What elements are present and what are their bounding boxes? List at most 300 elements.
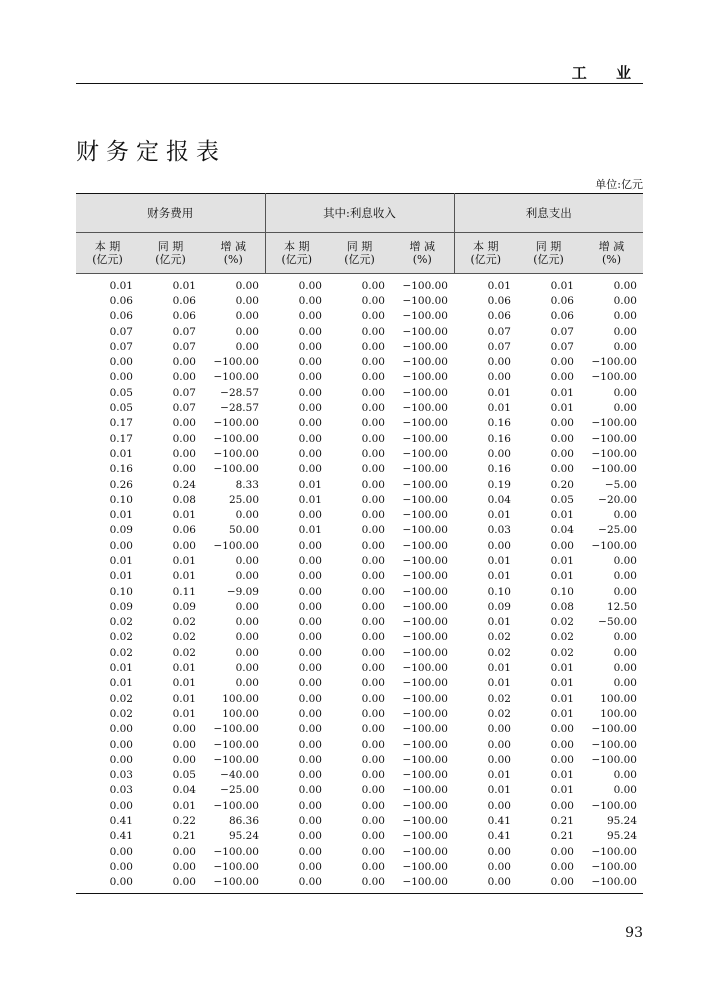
table-cell: −100.00 [402, 662, 448, 675]
table-cell: 0.05 [109, 402, 133, 415]
table-cell: −100.00 [402, 447, 448, 460]
table-cell: 0.01 [109, 447, 133, 460]
table-cell: 0.01 [487, 554, 511, 567]
table-cell: 0.00 [172, 432, 196, 445]
table-cell: −100.00 [402, 539, 448, 552]
subheader-unit: (%) [412, 253, 432, 266]
table-cell: 0.08 [172, 493, 196, 506]
subheader-current [454, 233, 517, 274]
table-cell: −100.00 [402, 463, 448, 476]
table-cell: 0.01 [487, 570, 511, 583]
table-cell: 0.17 [109, 417, 133, 430]
table-cell: 0.00 [550, 463, 574, 476]
table-cell: 0.05 [109, 386, 133, 399]
table-cell: 0.06 [109, 294, 133, 307]
table-cell: 0.00 [613, 662, 637, 675]
table-row [76, 706, 643, 721]
table-cell: 0.00 [361, 662, 385, 675]
table-cell: 95.24 [228, 830, 259, 843]
subheader-prior [139, 233, 202, 274]
table-cell: 0.07 [550, 340, 574, 353]
table-cell: 0.02 [550, 646, 574, 659]
table-cell: 0.00 [613, 340, 637, 353]
subheader-label: 本 期 [473, 240, 499, 253]
table-cell: 0.00 [172, 371, 196, 384]
table-cell: 0.01 [109, 677, 133, 690]
table-cell: 0.00 [76, 875, 139, 894]
table-cell: 0.03 [109, 769, 133, 782]
subheader-label: 同 期 [346, 240, 373, 253]
table-cell: 0.00 [172, 417, 196, 430]
subheader-unit: (亿元) [281, 253, 313, 266]
subheader-change [202, 233, 265, 274]
table-cell: 0.00 [298, 616, 322, 629]
table-cell: 0.02 [109, 707, 133, 720]
table-row [76, 798, 643, 813]
table-cell: 0.00 [235, 646, 259, 659]
table-row [76, 599, 643, 614]
table-cell: 0.02 [172, 616, 196, 629]
table-cell: 100.00 [600, 707, 637, 720]
table-cell: 0.01 [109, 279, 133, 292]
table-cell: 0.00 [298, 677, 322, 690]
table-cell: −100.00 [213, 417, 259, 430]
table-cell: 0.00 [172, 860, 196, 873]
table-cell: 0.02 [487, 707, 511, 720]
table-row [76, 584, 643, 599]
table-cell: 0.00 [235, 600, 259, 613]
table-cell: 0.00 [265, 875, 328, 894]
table-cell: 86.36 [228, 815, 259, 828]
subheader-label: 增 减 [598, 240, 625, 253]
table-row [76, 737, 643, 752]
table-cell: −100.00 [402, 478, 448, 491]
table-cell: −9.09 [226, 585, 259, 598]
table-row [76, 477, 643, 492]
table-cell: −100.00 [402, 707, 448, 720]
table-cell: 0.00 [298, 447, 322, 460]
table-cell: 0.01 [487, 677, 511, 690]
table-cell: 0.00 [550, 845, 574, 858]
subheader-unit: (%) [601, 253, 622, 266]
table-cell: 0.00 [613, 554, 637, 567]
table-cell: −100.00 [402, 860, 448, 873]
header-rule [76, 83, 643, 84]
table-cell: 0.01 [487, 769, 511, 782]
table-cell: −100.00 [402, 432, 448, 445]
table-cell: 0.00 [235, 570, 259, 583]
table-cell: −100.00 [402, 524, 448, 537]
table-cell: 0.00 [109, 371, 133, 384]
table-cell: 0.41 [109, 830, 133, 843]
page-number: 93 [625, 925, 643, 941]
table-cell: 0.02 [487, 692, 511, 705]
table-cell: −100.00 [402, 340, 448, 353]
table-cell: −100.00 [402, 570, 448, 583]
table-cell: −40.00 [220, 769, 259, 782]
table-cell: 0.10 [109, 585, 133, 598]
table-cell: −100.00 [391, 875, 454, 894]
table-cell: −100.00 [591, 753, 637, 766]
table-cell: −100.00 [202, 875, 265, 894]
table-cell: 0.00 [613, 677, 637, 690]
table-cell: 0.16 [487, 417, 511, 430]
table-cell: 0.00 [361, 631, 385, 644]
table-cell: 0.00 [361, 845, 385, 858]
table-cell: 0.00 [613, 585, 637, 598]
table-row [76, 691, 643, 706]
table-cell: 0.00 [361, 707, 385, 720]
table-cell: 0.00 [361, 600, 385, 613]
table-cell: −28.57 [220, 386, 259, 399]
table-cell: −100.00 [213, 432, 259, 445]
table-cell: 0.00 [172, 463, 196, 476]
table-cell: −100.00 [402, 677, 448, 690]
table-cell: 0.00 [172, 738, 196, 751]
table-cell: 0.41 [109, 815, 133, 828]
table-cell: 0.00 [361, 539, 385, 552]
table-cell: 95.24 [606, 830, 637, 843]
table-cell: 0.00 [298, 830, 322, 843]
table-cell: 0.00 [298, 600, 322, 613]
table-cell: 0.00 [613, 509, 637, 522]
table-cell: 0.00 [172, 539, 196, 552]
table-cell: 0.00 [235, 340, 259, 353]
table-cell: 0.00 [298, 310, 322, 323]
table-cell: 0.00 [361, 723, 385, 736]
table-cell: −100.00 [591, 417, 637, 430]
subheader-prior [517, 233, 580, 274]
table-cell: 0.09 [487, 600, 511, 613]
table-cell: −100.00 [580, 875, 643, 894]
table-cell: 0.00 [361, 784, 385, 797]
table-cell: 0.07 [172, 325, 196, 338]
table-cell: 0.01 [487, 616, 511, 629]
table-cell: 0.01 [487, 402, 511, 415]
table-cell: 0.26 [109, 478, 133, 491]
table-cell: 0.01 [172, 570, 196, 583]
table-cell: 0.02 [109, 616, 133, 629]
table-cell: 0.00 [298, 539, 322, 552]
table-cell: −100.00 [402, 325, 448, 338]
table-cell: −100.00 [402, 799, 448, 812]
table-cell: −5.00 [604, 478, 637, 491]
table-cell: 0.00 [235, 616, 259, 629]
table-cell: −100.00 [402, 753, 448, 766]
table-cell: 0.00 [361, 325, 385, 338]
table-cell: −100.00 [213, 860, 259, 873]
table-cell: −100.00 [402, 646, 448, 659]
table-cell: 0.00 [550, 860, 574, 873]
table-cell: 0.41 [487, 830, 511, 843]
table-cell: 0.00 [550, 738, 574, 751]
table-cell: 0.41 [487, 815, 511, 828]
table-cell: 0.02 [109, 692, 133, 705]
table-cell: 0.05 [550, 493, 574, 506]
table-row [76, 676, 643, 691]
table-row [76, 538, 643, 553]
table-cell: −100.00 [213, 371, 259, 384]
table-cell: −100.00 [213, 463, 259, 476]
table-cell: 0.00 [139, 875, 202, 894]
table-cell: 0.00 [487, 753, 511, 766]
table-row [76, 400, 643, 415]
table-cell: 0.00 [298, 432, 322, 445]
table-cell: 0.00 [361, 432, 385, 445]
subheader-prior [328, 233, 391, 274]
table-cell: 50.00 [228, 524, 259, 537]
table-cell: 100.00 [222, 707, 259, 720]
table-cell: 0.00 [613, 310, 637, 323]
table-cell: 0.00 [613, 646, 637, 659]
table-cell: 0.02 [109, 631, 133, 644]
table-cell: 0.20 [550, 478, 574, 491]
table-cell: 0.00 [487, 860, 511, 873]
table-cell: 0.00 [172, 356, 196, 369]
table-cell: −100.00 [402, 279, 448, 292]
table-cell: 0.00 [298, 463, 322, 476]
subheader-label: 本 期 [284, 240, 310, 253]
table-cell: 0.01 [172, 279, 196, 292]
table-cell: 0.00 [298, 815, 322, 828]
table-cell: 0.00 [298, 509, 322, 522]
table-cell: 0.00 [298, 646, 322, 659]
table-cell: 0.17 [109, 432, 133, 445]
table-row [76, 309, 643, 324]
table-cell: 0.01 [298, 524, 322, 537]
table-cell: −100.00 [213, 447, 259, 460]
table-cell: 0.00 [550, 356, 574, 369]
table-row [76, 722, 643, 737]
table-cell: 0.00 [361, 738, 385, 751]
table-cell: 0.00 [550, 539, 574, 552]
group-header-interest-expense: 利息支出 [454, 194, 643, 233]
table-cell: −25.00 [598, 524, 637, 537]
table-cell: 0.05 [172, 769, 196, 782]
table-cell: 0.00 [487, 539, 511, 552]
table-cell: 0.00 [613, 279, 637, 292]
table-cell: 0.00 [298, 799, 322, 812]
table-cell: 0.01 [298, 478, 322, 491]
table-cell: 0.00 [109, 860, 133, 873]
table-row [76, 553, 643, 568]
table-cell: −100.00 [402, 769, 448, 782]
table-cell: 0.00 [235, 554, 259, 567]
table-cell: 0.06 [109, 310, 133, 323]
table-cell: 100.00 [600, 692, 637, 705]
table-cell: 0.10 [487, 585, 511, 598]
table-cell: 0.00 [361, 677, 385, 690]
table-cell: 0.01 [550, 279, 574, 292]
table-cell: 0.19 [487, 478, 511, 491]
table-cell: 0.00 [361, 402, 385, 415]
table-cell: 0.00 [613, 570, 637, 583]
table-cell: 0.00 [361, 509, 385, 522]
table-cell: 0.00 [613, 402, 637, 415]
table-cell: 0.00 [550, 723, 574, 736]
table-cell: 0.07 [487, 340, 511, 353]
table-cell: −100.00 [591, 723, 637, 736]
table-cell: 0.00 [550, 371, 574, 384]
table-cell: 0.00 [361, 310, 385, 323]
table-cell: 0.01 [487, 784, 511, 797]
table-row [76, 875, 643, 894]
page-title: 财务定报表 [76, 139, 226, 166]
table-cell: −100.00 [213, 845, 259, 858]
table-row [76, 630, 643, 645]
table-cell: 0.00 [487, 371, 511, 384]
table-row [76, 569, 643, 584]
table-cell: 0.09 [109, 524, 133, 537]
subheader-unit: (亿元) [344, 253, 375, 266]
table-row [76, 660, 643, 675]
table-cell: −100.00 [402, 723, 448, 736]
table-cell: 0.00 [361, 524, 385, 537]
table-cell: 0.01 [550, 769, 574, 782]
table-cell: 0.00 [298, 769, 322, 782]
table-cell: 0.00 [361, 554, 385, 567]
table-cell: 0.02 [487, 631, 511, 644]
table-cell: 0.00 [109, 845, 133, 858]
table-cell: 0.00 [487, 799, 511, 812]
table-cell: −100.00 [402, 294, 448, 307]
table-row [76, 431, 643, 446]
table-cell: −50.00 [598, 616, 637, 629]
table-cell: −20.00 [598, 493, 637, 506]
table-cell: 0.00 [235, 662, 259, 675]
table-cell: 8.33 [235, 478, 259, 491]
table-cell: 0.00 [361, 371, 385, 384]
table-cell: 0.07 [487, 325, 511, 338]
table-cell: 0.00 [235, 677, 259, 690]
table-cell: 0.01 [550, 386, 574, 399]
table-cell: 0.00 [361, 478, 385, 491]
table-cell: 0.01 [550, 402, 574, 415]
table-cell: 0.16 [109, 463, 133, 476]
table-cell: −100.00 [402, 554, 448, 567]
table-cell: −100.00 [402, 371, 448, 384]
table-cell: 0.09 [172, 600, 196, 613]
table-cell: 0.04 [550, 524, 574, 537]
subheader-change [391, 233, 454, 274]
table-cell: 0.10 [109, 493, 133, 506]
table-row [76, 615, 643, 630]
table-cell: 0.06 [172, 310, 196, 323]
table-cell: −100.00 [402, 356, 448, 369]
table-cell: 0.00 [298, 570, 322, 583]
table-cell: 0.00 [298, 738, 322, 751]
table-cell: 0.00 [298, 707, 322, 720]
table-cell: 0.01 [172, 692, 196, 705]
table-cell: −100.00 [591, 356, 637, 369]
table-row [76, 293, 643, 308]
table-cell: 0.00 [298, 860, 322, 873]
table-cell: 0.00 [361, 294, 385, 307]
table-row [76, 844, 643, 859]
table-cell: 0.00 [361, 799, 385, 812]
table-cell: 0.04 [172, 784, 196, 797]
table-cell: −100.00 [402, 493, 448, 506]
table-cell: 0.00 [361, 279, 385, 292]
group-header-row [76, 194, 643, 233]
table-cell: 25.00 [228, 493, 259, 506]
table-cell: −100.00 [591, 799, 637, 812]
table-cell: −100.00 [591, 845, 637, 858]
table-cell: 0.00 [361, 830, 385, 843]
table-cell: 0.07 [172, 386, 196, 399]
table-cell: −100.00 [402, 616, 448, 629]
table-cell: 0.02 [550, 616, 574, 629]
table-cell: −100.00 [402, 417, 448, 430]
table-row [76, 813, 643, 828]
table-cell: −100.00 [402, 815, 448, 828]
table-cell: 0.01 [172, 509, 196, 522]
table-cell: 0.01 [109, 509, 133, 522]
table-cell: 0.01 [172, 799, 196, 812]
table-cell: 0.00 [109, 356, 133, 369]
subheader-unit: (%) [223, 253, 243, 266]
subheader-label: 同 期 [157, 240, 184, 253]
table-cell: 0.01 [550, 570, 574, 583]
table-cell: 0.00 [361, 815, 385, 828]
table-cell: 0.00 [361, 356, 385, 369]
table-cell: 0.07 [172, 340, 196, 353]
table-cell: 0.00 [109, 539, 133, 552]
table-cell: 0.00 [298, 325, 322, 338]
table-cell: 0.01 [550, 662, 574, 675]
table-cell: 0.16 [487, 463, 511, 476]
table-cell: −100.00 [591, 463, 637, 476]
table-cell: 0.00 [235, 294, 259, 307]
table-cell: 0.01 [487, 662, 511, 675]
table-cell: −28.57 [220, 402, 259, 415]
table-cell: 0.07 [109, 325, 133, 338]
table-cell: 0.00 [550, 753, 574, 766]
table-cell: −100.00 [402, 738, 448, 751]
section-label: 工 业 [571, 64, 643, 82]
table-cell: 0.08 [550, 600, 574, 613]
table-cell: 0.00 [613, 784, 637, 797]
table-cell: 0.06 [172, 294, 196, 307]
table-cell: 0.00 [361, 616, 385, 629]
table-body [76, 274, 643, 894]
table-cell: 95.24 [606, 815, 637, 828]
table-row [76, 829, 643, 844]
table-cell: −100.00 [213, 723, 259, 736]
table-cell: 0.21 [172, 830, 196, 843]
table-cell: 0.02 [109, 646, 133, 659]
table-cell: −100.00 [402, 784, 448, 797]
table-cell: 0.06 [487, 310, 511, 323]
table-cell: 0.00 [109, 753, 133, 766]
table-cell: −100.00 [591, 432, 637, 445]
table-cell: 0.02 [172, 646, 196, 659]
table-cell: 0.04 [487, 493, 511, 506]
table-cell: 0.01 [550, 509, 574, 522]
table-cell: −100.00 [591, 539, 637, 552]
table-cell: 0.00 [361, 860, 385, 873]
table-cell: 0.06 [550, 294, 574, 307]
table-cell: 0.01 [550, 554, 574, 567]
table-cell: 0.06 [550, 310, 574, 323]
table-cell: 0.02 [172, 631, 196, 644]
table-cell: 0.00 [361, 769, 385, 782]
table-row [76, 507, 643, 522]
table-cell: 0.00 [298, 554, 322, 567]
table-cell: 0.00 [298, 294, 322, 307]
table-row [76, 752, 643, 767]
table-cell: 0.01 [109, 662, 133, 675]
